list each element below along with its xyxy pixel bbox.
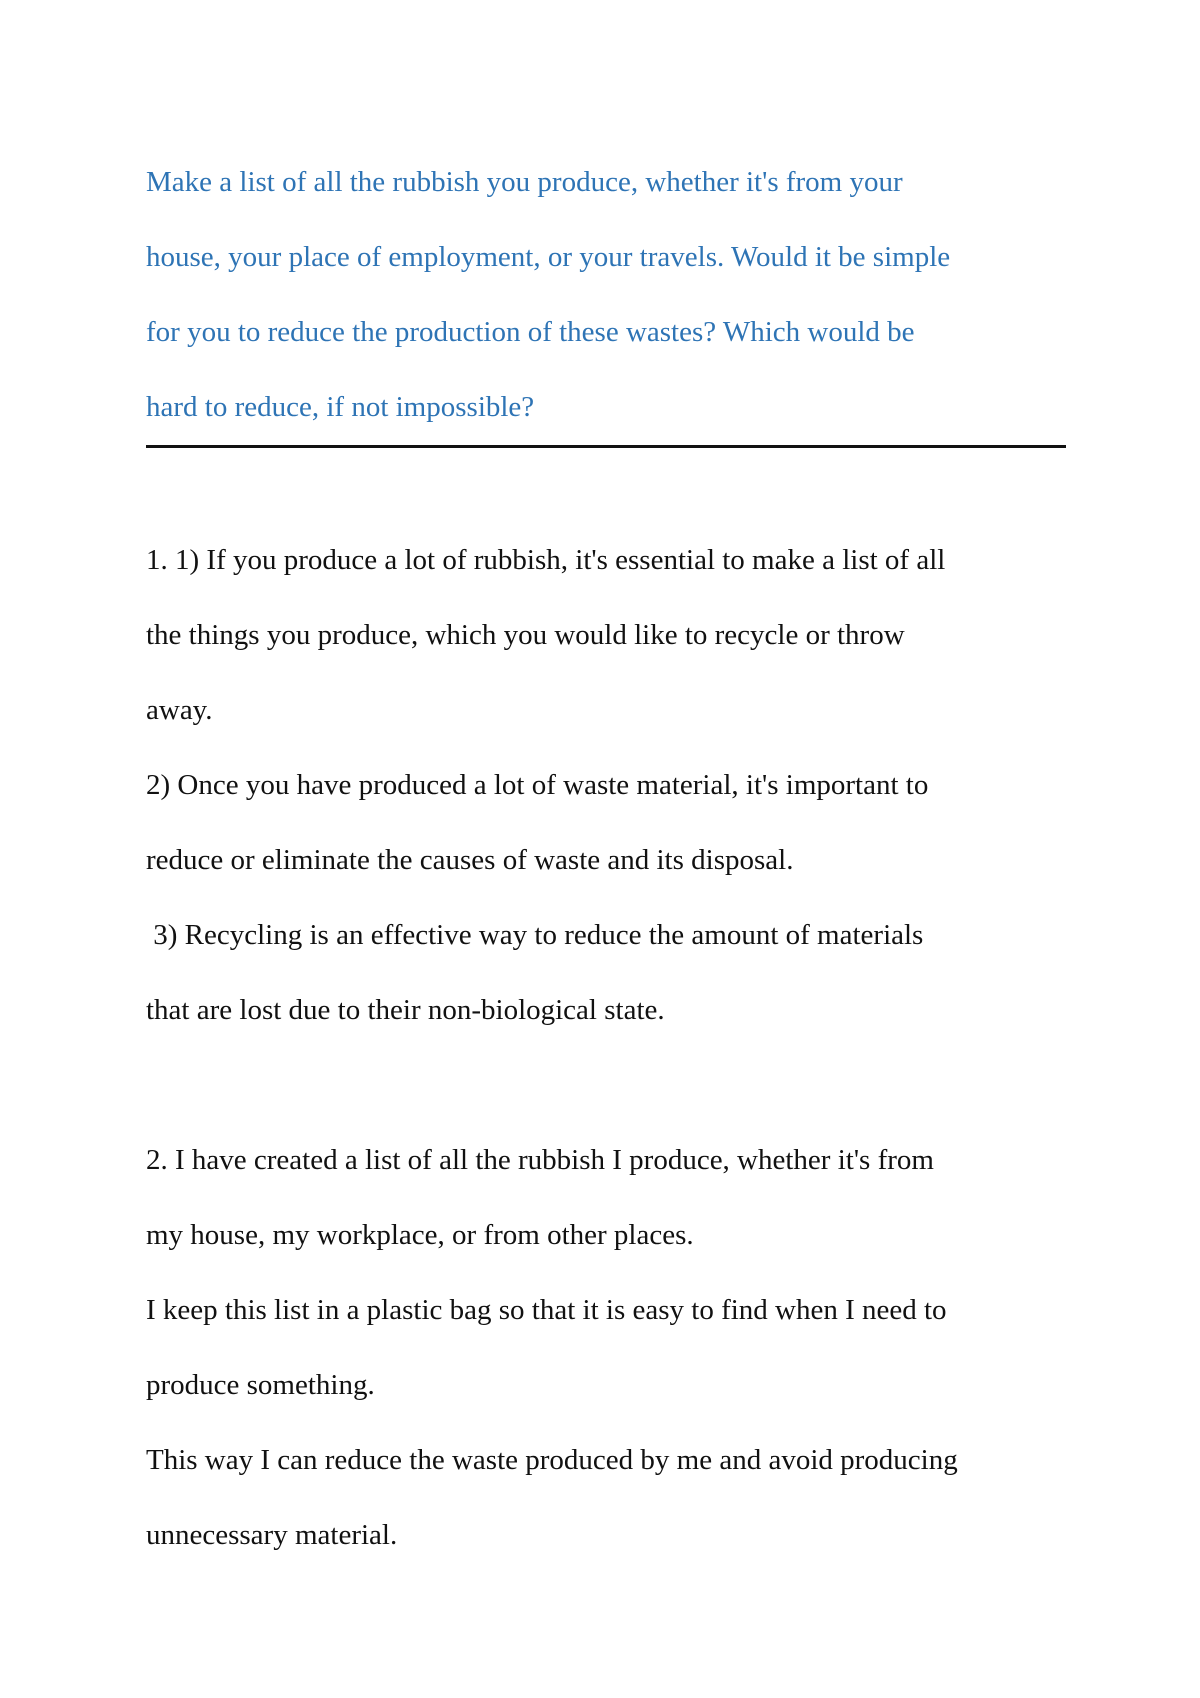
document-body [146, 145, 1066, 1573]
answer-line: reduce or eliminate the causes of waste and its disposal. [146, 844, 794, 876]
question-line: for you to reduce the production of these wastes? Which would be [146, 316, 915, 348]
answer-line: that are lost due to their non-biological state. [146, 994, 665, 1026]
question-line: hard to reduce, if not impossible? [146, 391, 535, 423]
answer-line: the things you produce, which you would like to recycle or throw [146, 619, 905, 651]
question-block [146, 145, 1066, 448]
answer-1-block [146, 523, 1066, 1048]
paragraph-spacer [146, 1048, 1066, 1123]
answer-line: 2) Once you have produced a lot of waste material, it's important to [146, 769, 929, 801]
answer-2-block [146, 1123, 1066, 1573]
question-line: house, your place of employment, or your travels. Would it be simple [146, 241, 951, 273]
answer-line: I keep this list in a plastic bag so that it is easy to find when I need to [146, 1294, 947, 1326]
answer-line: 1. 1) If you produce a lot of rubbish, it's essential to make a list of all [146, 544, 946, 576]
answer-line: This way I can reduce the waste produced by me and avoid producing [146, 1444, 958, 1476]
question-line: Make a list of all the rubbish you produce, whether it's from your [146, 166, 903, 198]
answer-line: 3) Recycling is an effective way to reduce the amount of materials [146, 919, 924, 951]
answer-line: unnecessary material. [146, 1519, 398, 1551]
answer-line: away. [146, 694, 213, 726]
answers-section [146, 523, 1066, 1573]
answer-line: produce something. [146, 1369, 375, 1401]
answer-line: my house, my workplace, or from other places. [146, 1219, 694, 1251]
answer-line: 2. I have created a list of all the rubbish I produce, whether it's from [146, 1144, 934, 1176]
